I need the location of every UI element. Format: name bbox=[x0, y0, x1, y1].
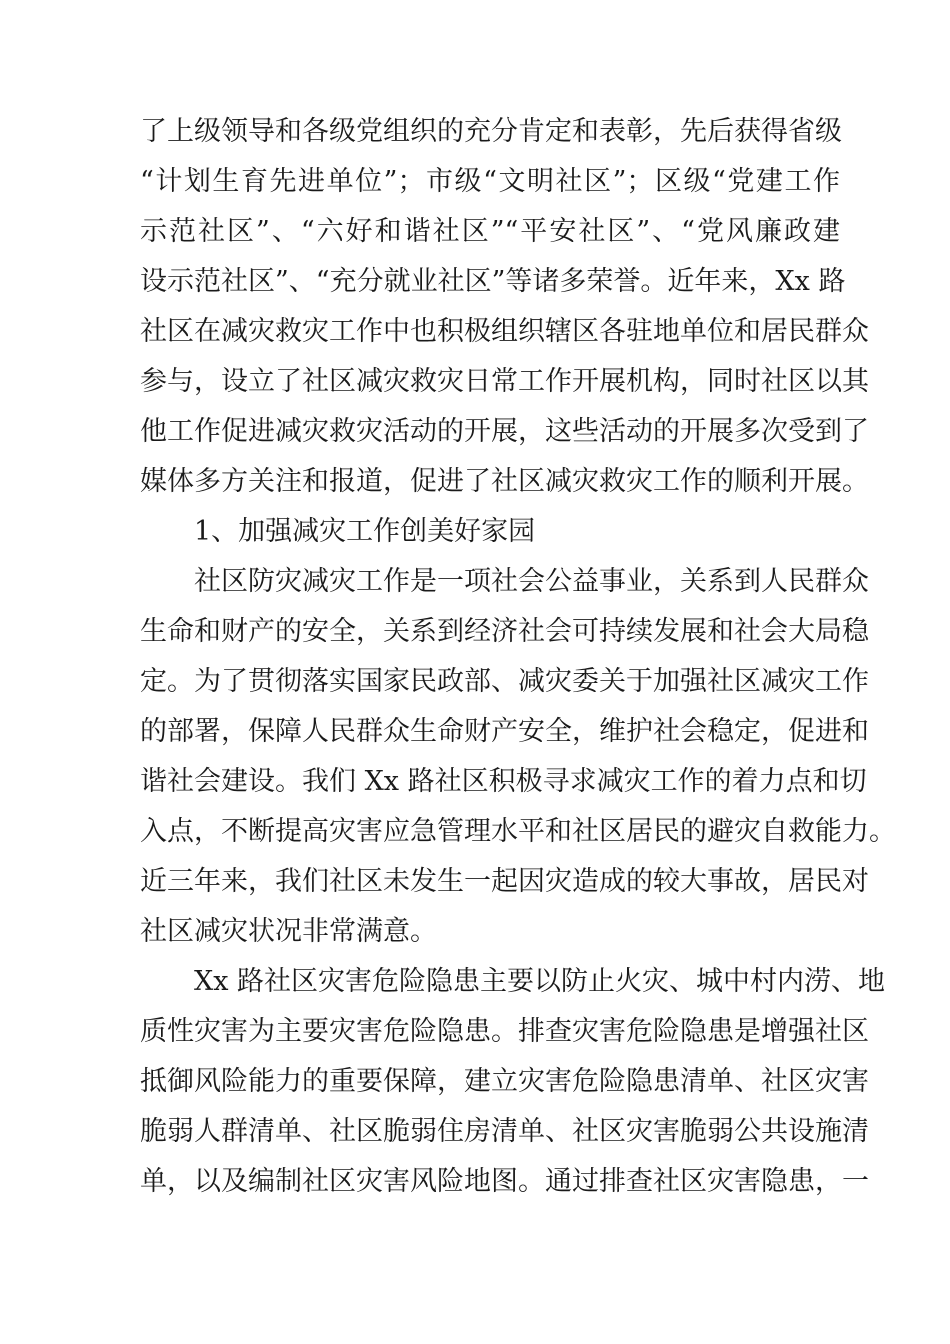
paragraph-line: “计划生育先进单位”；市级“文明社区”；区级“党建工作 bbox=[140, 166, 840, 197]
paragraph-line: 定。为了贯彻落实国家民政部、减灾委关于加强社区减灾工作 bbox=[140, 666, 869, 697]
paragraph-line: 质性灾害为主要灾害危险隐患。排查灾害危险隐患是增强社区 bbox=[140, 1016, 869, 1047]
paragraph-line: 社区减灾状况非常满意。 bbox=[140, 916, 437, 947]
paragraph-line: 谐社会建设。我们 Xx 路社区积极寻求减灾工作的着力点和切 bbox=[140, 766, 867, 797]
paragraph-line: 媒体多方关注和报道，促进了社区减灾救灾工作的顺利开展。 bbox=[140, 466, 869, 497]
paragraph-line: Xx 路社区灾害危险隐患主要以防止火灾、城中村内涝、地 bbox=[194, 966, 886, 997]
paragraph-line: 脆弱人群清单、社区脆弱住房清单、社区灾害脆弱公共设施清 bbox=[140, 1116, 869, 1147]
section-heading: 1、加强减灾工作创美好家园 bbox=[194, 516, 536, 547]
paragraph-line: 社区防灾减灾工作是一项社会公益事业，关系到人民群众 bbox=[194, 566, 869, 597]
paragraph-line: 单，以及编制社区灾害风险地图。通过排查社区灾害隐患，一 bbox=[140, 1166, 869, 1197]
paragraph-line: 近三年来，我们社区未发生一起因灾造成的较大事故，居民对 bbox=[140, 866, 869, 897]
paragraph-line: 抵御风险能力的重要保障，建立灾害危险隐患清单、社区灾害 bbox=[140, 1066, 869, 1097]
paragraph-line: 设示范社区”、“充分就业社区”等诸多荣誉。近年来，Xx 路 bbox=[140, 266, 846, 297]
paragraph-line: 生命和财产的安全，关系到经济社会可持续发展和社会大局稳 bbox=[140, 616, 869, 647]
paragraph-line: 社区在减灾救灾工作中也积极组织辖区各驻地单位和居民群众 bbox=[140, 316, 869, 347]
paragraph-line: 参与，设立了社区减灾救灾日常工作开展机构，同时社区以其 bbox=[140, 366, 869, 397]
paragraph-line: 示范社区”、“六好和谐社区”“平安社区”、“党风廉政建 bbox=[140, 216, 840, 247]
paragraph-line: 他工作促进减灾救灾活动的开展，这些活动的开展多次受到了 bbox=[140, 416, 869, 447]
paragraph-line: 入点，不断提高灾害应急管理水平和社区居民的避灾自救能力。 bbox=[140, 816, 896, 847]
paragraph-line: 了上级领导和各级党组织的充分肯定和表彰，先后获得省级 bbox=[140, 116, 842, 147]
paragraph-line: 的部署，保障人民群众生命财产安全，维护社会稳定，促进和 bbox=[140, 716, 869, 747]
